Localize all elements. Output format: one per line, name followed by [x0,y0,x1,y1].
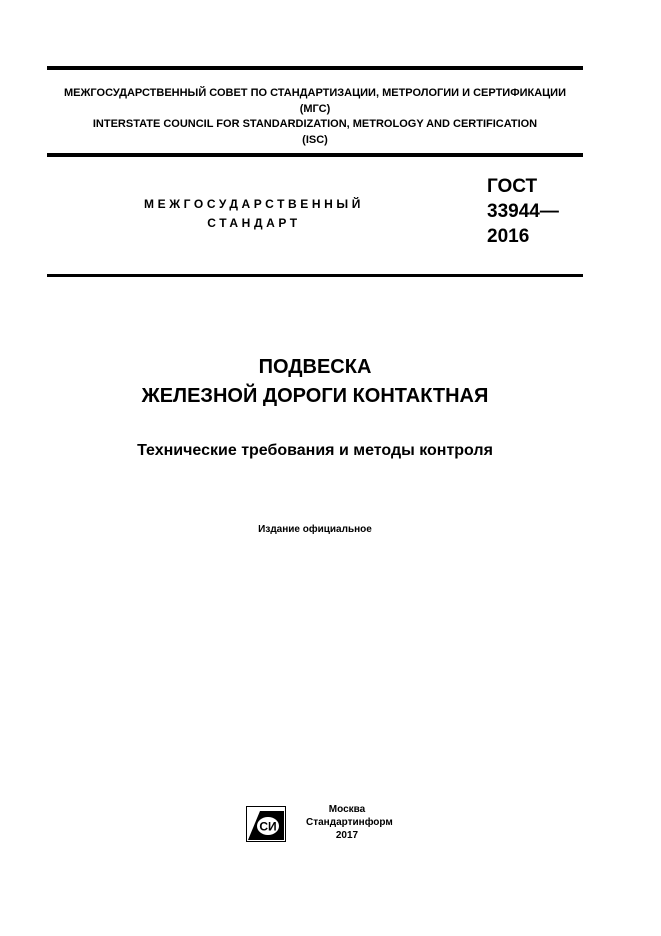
top-rule [47,66,583,70]
header-rule [47,153,583,157]
council-abbr-en: (ISC) [302,133,328,146]
title-line1: ПОДВЕСКА [258,356,372,378]
title-line2: ЖЕЛЕЗНОЙ ДОРОГИ КОНТАКТНАЯ [141,385,489,407]
document-subtitle: Технические требования и методы контроля [137,442,493,459]
edition-note: Издание официальное [258,524,372,535]
publisher-city: Москва [328,804,366,815]
council-name-ru: МЕЖГОСУДАРСТВЕННЫЙ СОВЕТ ПО СТАНДАРТИЗАЦИИ, МЕТРОЛОГИИ И СЕРТИФИКАЦИИ [63,87,566,99]
standard-designation [487,174,559,249]
document-title [47,353,583,411]
standartinform-logo-icon [246,806,286,842]
designation-rule [47,274,583,277]
council-header [47,86,583,148]
designation-number: 33944— [487,201,559,222]
logo-text: СИ [259,819,277,834]
publisher-year: 2017 [335,830,359,841]
publisher-name: Стандартинформ [306,817,393,828]
standard-type [120,195,388,233]
standard-type-line2: СТАНДАРТ [207,216,301,230]
publisher-block [306,803,393,842]
standard-type-line1: МЕЖГОСУДАРСТВЕННЫЙ [144,197,364,211]
designation-prefix: ГОСТ [487,176,538,197]
council-abbr-ru: (МГС) [299,102,331,115]
designation-year: 2016 [487,226,530,247]
council-name-en: INTERSTATE COUNCIL FOR STANDARDIZATION, METROLOGY AND CERTIFICATION [92,118,538,130]
